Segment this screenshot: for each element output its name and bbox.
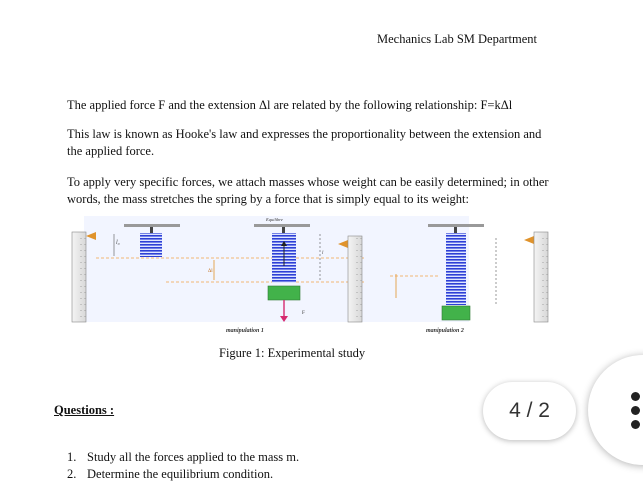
experimental-figure xyxy=(66,214,562,338)
label-l0: l₀ xyxy=(116,240,120,246)
spring-rest xyxy=(140,233,162,257)
ruler-right xyxy=(524,232,548,322)
paragraph-hooke-relation: The applied force F and the extension Δl are related by the following relationship: F=kΔl xyxy=(67,98,513,112)
paragraph-hooke-law: This law is known as Hooke's law and expresses the proportionality between the extension and the applied force. xyxy=(67,127,542,158)
questions-list xyxy=(67,449,299,483)
figure-caption: Figure 1: Experimental study xyxy=(219,346,366,360)
list-item-text: Determine the equilibrium condition. xyxy=(87,467,274,481)
list-item-number: 1. xyxy=(67,450,77,464)
label-delta-l: Δl xyxy=(208,269,213,274)
department-header: Mechanics Lab SM Department xyxy=(377,32,538,46)
mass-block-1 xyxy=(268,286,300,300)
label-force: F xyxy=(302,311,305,316)
label-manipulation-2: manipulation 2 xyxy=(426,328,464,334)
paragraph-masses: To apply very specific forces, we attach masses whose weight can be easily determined; in other words, the mass stretches the spring by a force that is simply equal to its weight: xyxy=(67,175,549,206)
label-l: l xyxy=(322,251,324,256)
list-item xyxy=(67,466,299,483)
support-bar-1 xyxy=(124,224,180,227)
list-item-text: Study all the forces applied to the mass m. xyxy=(87,450,300,464)
mass-block-2 xyxy=(442,306,470,320)
list-item-number: 2. xyxy=(67,467,77,481)
list-item xyxy=(67,449,299,466)
spring-manip-2 xyxy=(446,233,466,305)
support-bar-2 xyxy=(254,224,310,227)
label-equilibre: Equilibre xyxy=(266,217,283,222)
page-indicator[interactable]: 4 / 2 xyxy=(483,382,576,440)
label-manipulation-1: manipulation 1 xyxy=(226,328,264,334)
spring-experiment-illustration xyxy=(66,214,562,338)
support-bar-3 xyxy=(428,224,484,227)
questions-heading: Questions : xyxy=(54,403,115,417)
